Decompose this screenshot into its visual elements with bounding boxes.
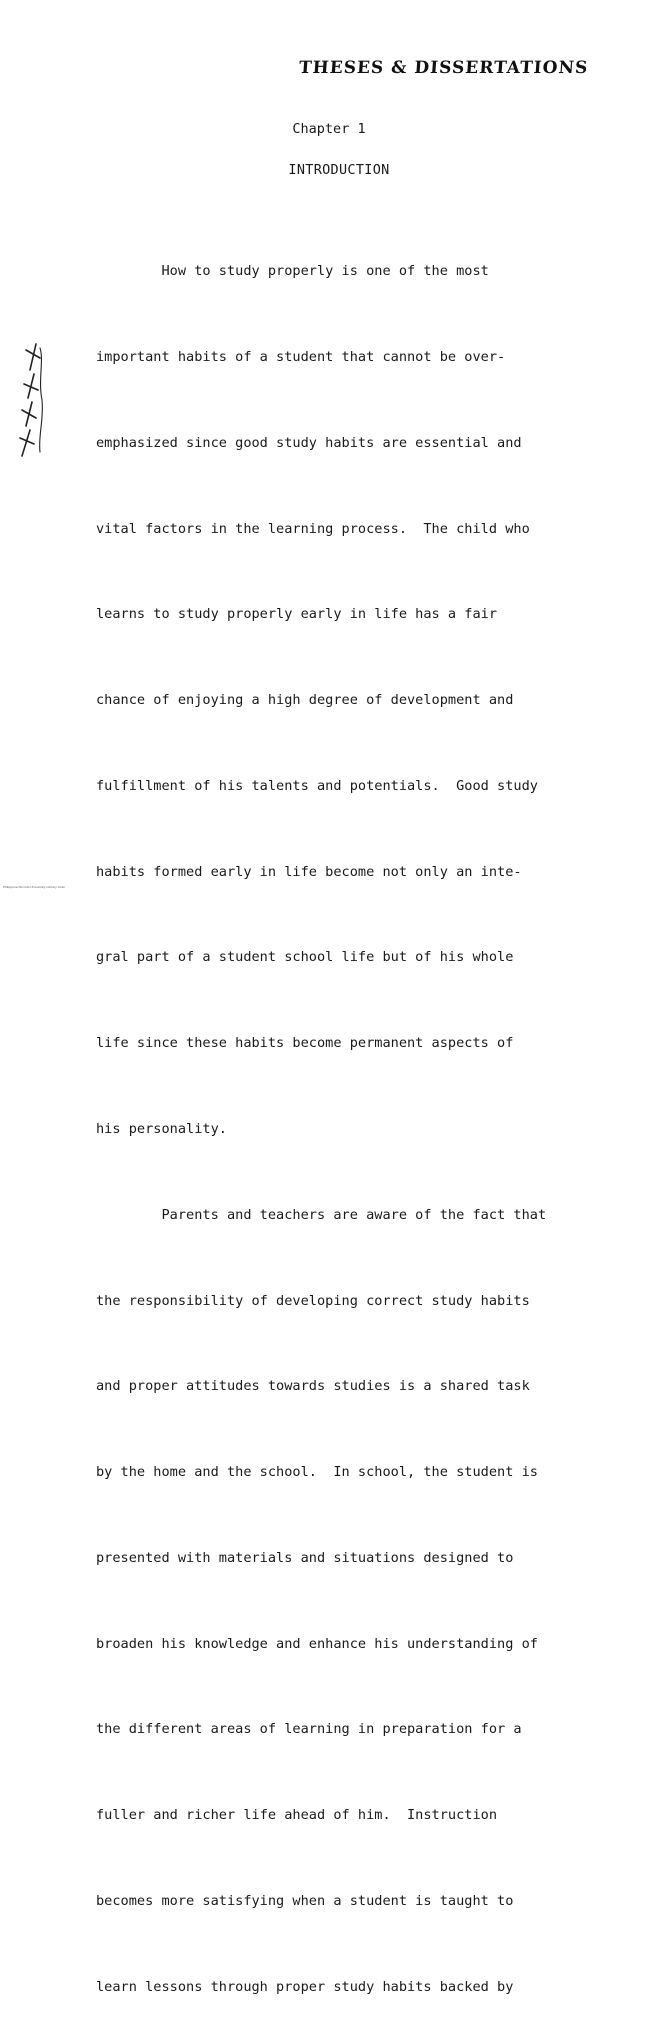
- body-line: the responsibility of developing correct study habits: [96, 1292, 530, 1309]
- body-line: important habits of a student that cannot be over-: [96, 348, 506, 365]
- body-line: his personality.: [96, 1121, 227, 1137]
- body-line: How to study properly is one of the most: [96, 263, 489, 280]
- body-line: fulfillment of his talents and potentials. Good study: [96, 777, 538, 794]
- body-line: learns to study properly early in life has a fair: [96, 606, 498, 623]
- body-line: vital factors in the learning process. The child who: [96, 520, 530, 537]
- body-line: chance of enjoying a high degree of development and: [96, 692, 514, 709]
- body-text: [96, 200, 596, 2030]
- body-line: the different areas of learning in preparation for a: [96, 1721, 522, 1738]
- body-line: life since these habits become permanent aspects of: [96, 1035, 514, 1052]
- body-line: fuller and richer life ahead of him. Instruction: [96, 1807, 498, 1824]
- body-line: presented with materials and situations designed to: [96, 1549, 514, 1566]
- chapter-title: INTRODUCTION: [288, 162, 390, 178]
- body-line: gral part of a student school life but of his whole: [96, 949, 514, 966]
- handwritten-signature: [14, 340, 48, 460]
- body-line: by the home and the school. In school, the student is: [96, 1464, 538, 1481]
- body-line: emphasized since good study habits are essential and: [96, 434, 522, 451]
- archive-stamp: THESES & DISSERTATIONS: [298, 58, 589, 78]
- body-line: and proper attitudes towards studies is a shared task: [96, 1378, 530, 1395]
- body-line: learn lessons through proper study habits backed by: [96, 1978, 514, 1995]
- body-line: Parents and teachers are aware of the fact that: [96, 1206, 547, 1223]
- scan-footer-note: Philippine Normal University Library Scan: [3, 885, 66, 889]
- body-line: broaden his knowledge and enhance his understanding of: [96, 1635, 538, 1652]
- chapter-label: Chapter 1: [292, 121, 366, 137]
- body-line: becomes more satisfying when a student is taught to: [96, 1893, 514, 1910]
- body-line: habits formed early in life become not only an inte-: [96, 863, 522, 880]
